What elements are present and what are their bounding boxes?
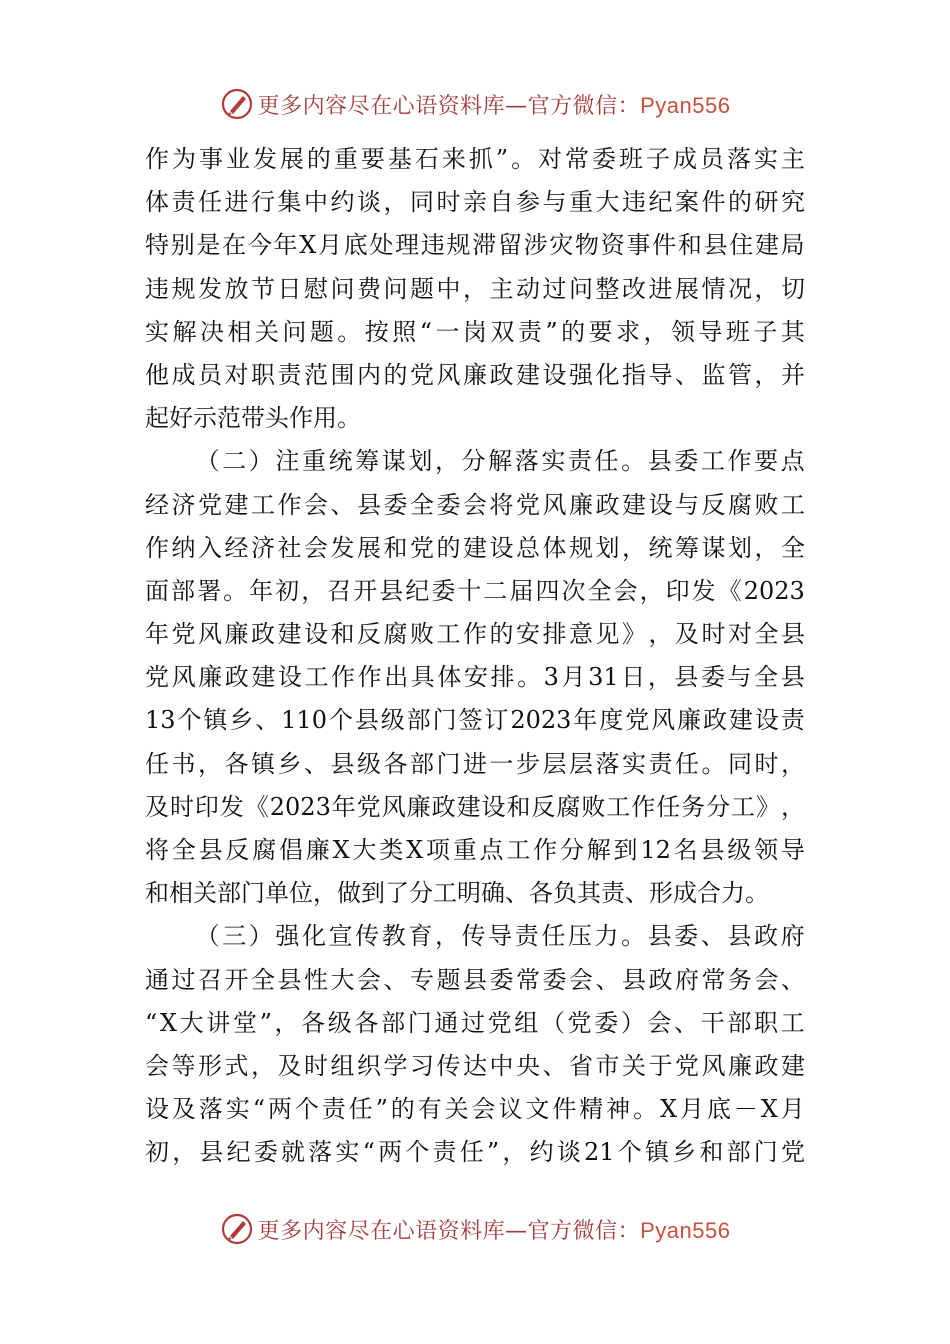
body-line: 将 全 县 反 腐 倡 廉 X 大 类 X 项 重 点 工 作 分 解 到 12 名 县 级 领 导 [145,836,805,864]
watermark-text [258,1214,731,1245]
document-body [145,138,805,1175]
body-line: 和相关部门单位，做到了分工明确、各负其责、形成合力。 [145,879,769,908]
body-line: 体 责 任 进 行 集 中 约 谈 ， 同 时 亲 自 参 与 重 大 违 纪 案 件 的 研 究 [145,188,805,217]
body-line: 年 党 风 廉 政 建 设 和 反 腐 败 工 作 的 安 排 意 见 》 ， 及 时 对 全 县 [145,620,805,649]
watermark-banner-top [0,84,950,124]
body-line: 任 书 ， 各 镇 乡 、 县 级 各 部 门 进 一 步 层 层 落 实 责 任 。 同 时 ， [145,749,805,778]
body-line: 通 过 召 开 全 县 性 大 会 、 专 题 县 委 常 委 会 、 县 政 府 常 务 会 、 [145,965,805,994]
watermark-banner-bottom [0,1209,950,1249]
body-line: 起好示范带头作用。 [145,404,361,433]
watermark-text [258,89,731,120]
body-line: （ 二 ） 注 重 统 筹 谋 划 ， 分 解 落 实 责 任 。 县 委 工 作 要 点 [195,447,805,476]
body-line: 13 个 镇 乡 、 110 个 县 级 部 门 签 订 2023 年 度 党 风 廉 政 建 设 责 [145,706,805,735]
body-line: （ 三 ） 强 化 宣 传 教 育 ， 传 导 责 任 压 力 。 县 委 、 县 政 府 [195,922,805,951]
pen-logo-icon [220,87,254,121]
body-line: 特 别 是 在 今 年 X 月 底 处 理 违 规 滞 留 涉 灾 物 资 事 件 和 县 住 建 局 [145,231,805,260]
body-line: 及 时 印 发 《 2023 年 党 风 廉 政 建 设 和 反 腐 败 工 作 任 务 分 工 》 ， [145,792,805,821]
body-line: 设 及 落 实 “ 两 个 责 任 ” 的 有 关 会 议 文 件 精 神 。 X 月 底 － X 月 [145,1095,805,1124]
body-line: 他 成 员 对 职 责 范 围 内 的 党 风 廉 政 建 设 强 化 指 导 、 监 管 ， 并 [145,360,805,389]
body-line: 经 济 党 建 工 作 会 、 县 委 全 委 会 将 党 风 廉 政 建 设 与 反 腐 败 工 [145,490,805,519]
watermark-handle: Pyan556 [640,92,731,118]
body-line: 作 纳 入 经 济 社 会 发 展 和 党 的 建 设 总 体 规 划 ， 统 筹 谋 划 ， 全 [145,533,805,562]
watermark-label: 更多内容尽在心语资料库—官方微信： [257,93,641,119]
body-line: 实 解 决 相 关 问 题 。 按 照 “ 一 岗 双 责 ” 的 要 求 ， 领 导 班 子 其 [145,317,805,346]
watermark-handle: Pyan556 [640,1217,731,1243]
body-line: 会 等 形 式 ， 及 时 组 织 学 习 传 达 中 央 、 省 市 关 于 党 风 廉 政 建 [145,1051,805,1080]
body-line: 初 ， 县 纪 委 就 落 实 “ 两 个 责 任 ” ， 约 谈 21 个 镇 乡 和 部 门 党 [145,1138,805,1167]
body-line: 面 部 署 。 年 初 ， 召 开 县 纪 委 十 二 届 四 次 全 会 ， 印 发 《 2023 [145,576,805,605]
body-line: “ X 大 讲 堂 ” ， 各 级 各 部 门 通 过 党 组 （ 党 委 ） 会 、 干 部 职 工 [145,1008,805,1037]
body-line: 党 风 廉 政 建 设 工 作 作 出 具 体 安 排 。 3 月 31 日 ， 县 委 与 全 县 [145,663,805,692]
pen-logo-icon [220,1212,254,1246]
body-line: 作 为 事 业 发 展 的 重 要 基 石 来 抓 ” 。 对 常 委 班 子 成 员 落 实 主 [145,145,805,173]
watermark-label: 更多内容尽在心语资料库—官方微信： [257,1218,641,1244]
body-line: 违 规 发 放 节 日 慰 问 费 问 题 中 ， 主 动 过 问 整 改 进 展 情 况 ， 切 [145,274,805,303]
